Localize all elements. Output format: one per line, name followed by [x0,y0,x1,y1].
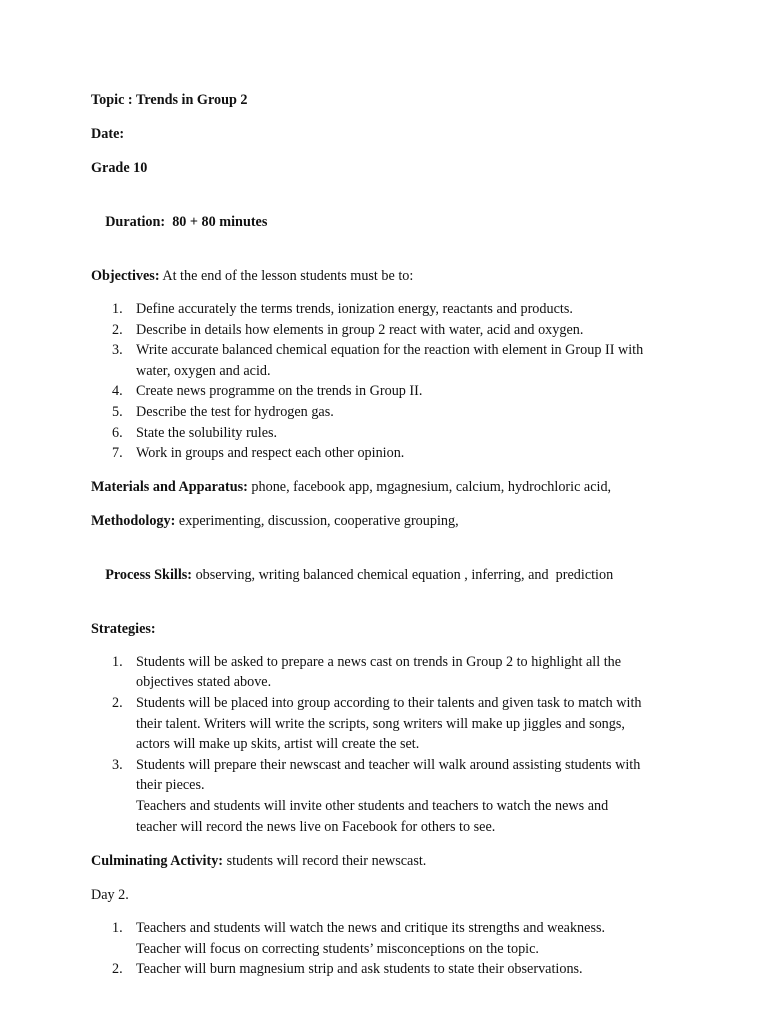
list-item-text: Students will prepare their newscast and teacher will walk around assisting students with [136,756,641,773]
objectives-label: Objectives: [91,268,160,284]
list-item-text: Teacher will focus on correcting students’ misconceptions on the topic. [136,940,539,957]
objectives-intro: At the end of the lesson students must be to: [159,268,414,284]
list-item-number: 6. [112,424,123,441]
list-item [91,381,691,402]
objectives-line [91,266,691,286]
list-item [91,693,691,755]
culminating-label: Culminating Activity: [91,853,224,870]
list-item-text: Students will be placed into group according to their talents and given task to match with [136,694,642,711]
list-item-number: 2. [112,321,123,338]
day2-label: Day 2. [91,887,129,904]
duration-line [91,192,691,252]
materials-value: phone, facebook app, mgagnesium, calcium, hydrochloric acid, [247,478,612,495]
list-item-text: Work in groups and respect each other opinion. [136,445,405,462]
process-skills-label: Process Skills: [105,566,193,583]
topic-line [91,90,691,110]
date-label: Date: [91,126,125,142]
topic-value: Trends in Group 2 [135,92,248,108]
list-item-text: Students will be asked to prepare a news cast on trends in Group 2 to highlight all the [136,653,622,670]
list-item [91,402,691,423]
list-item-text: Teachers and students will invite other students and teachers to watch the news and [136,797,609,814]
grade-line [91,158,691,178]
list-item-text: Describe the test for hydrogen gas. [136,403,334,420]
list-item-number: 1. [112,920,123,937]
strategies-line [91,619,691,639]
list-item-text: water, oxygen and acid. [136,362,271,379]
list-item-number: 4. [112,383,123,400]
list-item-number: 2. [112,694,123,711]
list-item-text: Teacher will burn magnesium strip and ask students to state their observations. [136,961,583,978]
list-item [91,320,691,341]
day2-line [91,885,691,905]
list-item [91,755,691,837]
day2-list [91,918,691,980]
grade-label: Grade 10 [91,160,148,176]
list-item [91,423,691,444]
culminating-line [91,851,691,871]
list-item-text: Describe in details how elements in group 2 react with water, acid and oxygen. [136,321,584,338]
list-item [91,959,691,980]
methodology-value: experimenting, discussion, cooperative grouping, [175,512,459,529]
list-item [91,443,691,464]
duration-value: 80 + 80 minutes [165,214,268,230]
process-skills-line [91,545,691,605]
list-item-text: teacher will record the news live on Facebook for others to see. [136,818,496,835]
list-item-number: 3. [112,342,123,359]
date-line [91,124,691,144]
duration-label: Duration: [105,214,166,230]
methodology-line [91,511,691,531]
strategies-list [91,652,691,837]
strategies-label: Strategies: [91,620,156,637]
list-item-number: 2. [112,961,123,978]
materials-line [91,477,691,497]
list-item-text: their pieces. [136,777,205,794]
list-item-number: 7. [112,445,123,462]
materials-label: Materials and Apparatus: [91,478,248,495]
lesson-plan-page [91,88,691,980]
list-item-number: 1. [112,301,123,317]
list-item-text: Teachers and students will watch the news and critique its strengths and weakness. [136,920,606,937]
list-item-text: State the solubility rules. [136,424,278,441]
objectives-list [91,299,691,464]
list-item [91,918,691,959]
list-item-text: their talent. Writers will write the scripts, song writers will make up jiggles and songs, [136,715,625,732]
list-item [91,652,691,693]
list-item [91,299,691,320]
culminating-value: students will record their newscast. [223,853,427,870]
list-item-text: objectives stated above. [136,674,272,691]
topic-label: Topic : [91,92,136,108]
list-item-text: Define accurately the terms trends, ionization energy, reactants and products. [136,301,573,317]
process-skills-value: observing, writing balanced chemical equation , inferring, and prediction [192,566,614,583]
list-item-number: 5. [112,403,123,420]
list-item-text: actors will make up skits, artist will create the set. [136,736,420,753]
list-item-number: 1. [112,653,123,670]
list-item-text: Write accurate balanced chemical equation for the reaction with element in Group II with [136,342,644,359]
list-item-text: Create news programme on the trends in Group II. [136,383,423,400]
list-item-number: 3. [112,756,123,773]
list-item [91,340,691,381]
methodology-label: Methodology: [91,512,176,529]
